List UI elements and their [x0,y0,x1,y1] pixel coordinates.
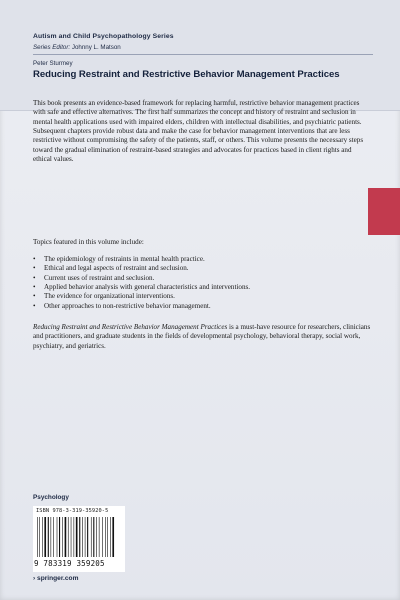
book-title: Reducing Restraint and Restrictive Behavior Management Practices [33,69,340,80]
series-editor [33,44,121,51]
header-band [0,0,400,111]
barcode-digits: 9 783319 359205 [34,559,105,568]
list-item: • Other approaches to non-restrictive behavior management. [33,301,211,310]
list-item: • The epidemiology of restraints in mental health practice. [33,255,205,263]
header-divider [33,54,373,55]
topics-intro: Topics featured in this volume include: [33,238,144,246]
author-name: Peter Sturmey [33,60,73,67]
bullet-icon: • [33,283,36,292]
barcode-icon [36,517,122,558]
publisher-website: › springer.com [33,575,79,582]
series-editor-name: Johnny L. Matson [71,44,121,51]
barcode-box [33,506,125,572]
bullet-icon: • [33,264,36,273]
list-item: • Applied behavior analysis with general characteristics and interventions. [33,283,251,292]
bullet-icon: • [33,292,36,301]
bullet-icon: • [33,301,36,310]
list-item: • The evidence for organizational interventions. [33,292,175,301]
closing-title-italic: Reducing Restraint and Restrictive Behavior Management Practices [33,323,228,331]
bullet-icon: • [33,273,36,282]
topics-list [33,255,371,311]
subject-category: Psychology [33,494,69,501]
bullet-icon: • [33,255,36,263]
description-paragraph: This book presents an evidence-based framework for replacing harmful, restrictive behavior management practices with safe and effective alternatives. The first half summarizes the concept and history of restraint and seclusion in mental health applications used with impaired elders, children with intellectual disabilities, and psychiatric patients. Subsequent chapters provide robust data and make the case for behavior management interventions that are less restrictive without compromising the safety of the patients, staff, or others. This volume presents the necessary steps toward the gradual elimination of restraint-based strategies and advocates for practices based in client rights and ethical values. [33,99,364,164]
list-item: • Current uses of restraint and seclusion. [33,273,155,282]
closing-paragraph [33,323,371,351]
series-editor-label: Series Editor: [33,44,71,51]
isbn-label: ISBN 978-3-319-35920-5 [36,508,109,514]
closing-text: is a must-have resource for researchers, clinicians and practitioners, and graduate students in the fields of developmental psychology, behavioral therapy, social work, psychiatry, and geriatrics. [33,323,371,350]
series-title: Autism and Child Psychopathology Series [33,33,174,40]
accent-color-tab [368,188,400,235]
list-item: • Ethical and legal aspects of restraint and seclusion. [33,264,189,273]
